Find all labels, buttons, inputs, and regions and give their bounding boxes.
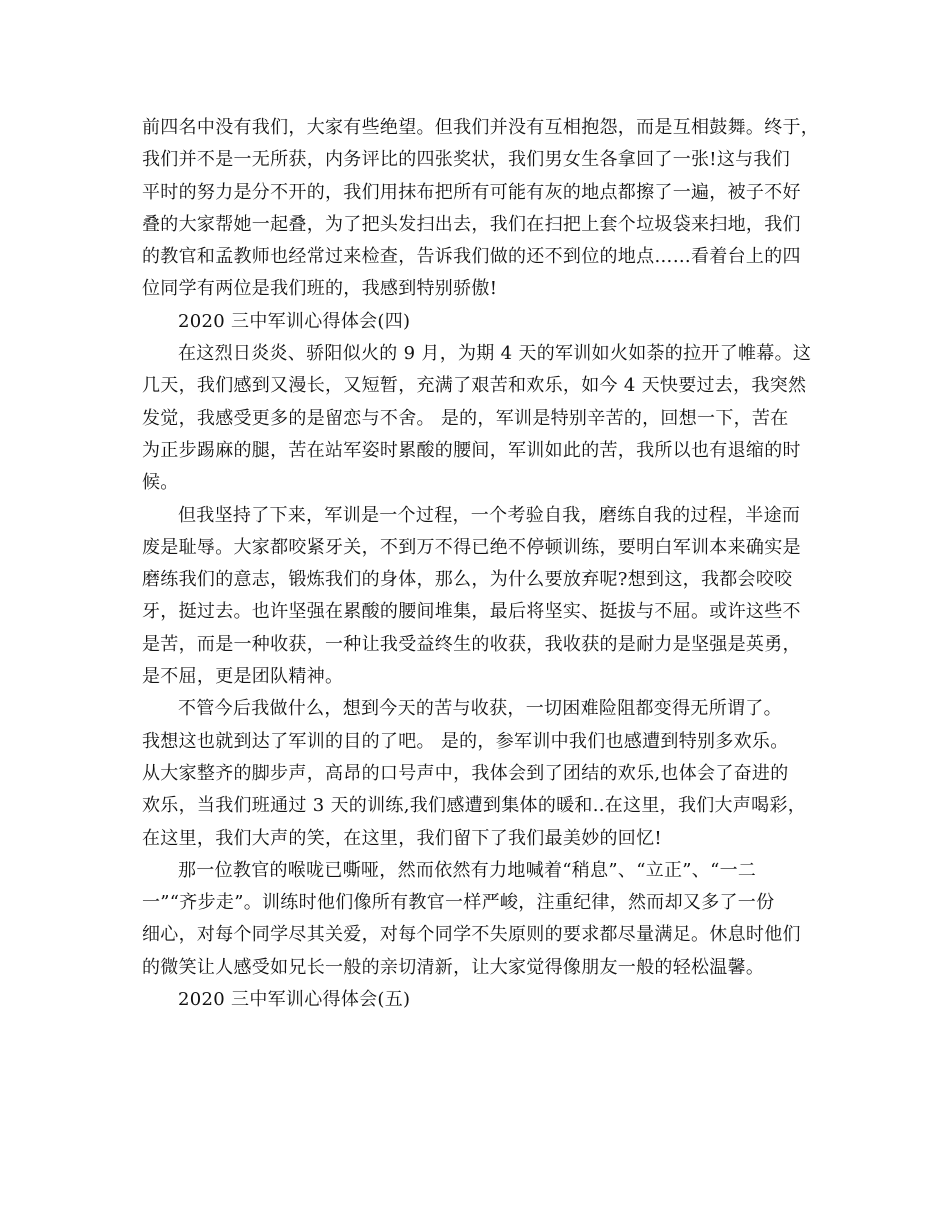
text-line: 为正步踢麻的腿，苦在站军姿时累酸的腰间，军训如此的苦，我所以也有退缩的时 [142,439,801,461]
text-line: 欢乐，当我们班通过 3 天的训练,我们感遭到集体的暖和..在这里，我们大声喝彩， [142,795,807,817]
text-line: 废是耻辱。大家都咬紧牙关，不到万不得已绝不停顿训练，要明白军训本来确实是 [142,536,801,558]
text-line: 但我坚持了下来，军训是一个过程，一个考验自我，磨练自我的过程，半途而 [178,504,801,526]
text-line: 2020 三中军训心得体会(四) [178,310,411,332]
document-page [142,112,818,1016]
text-line: 的教官和孟教师也经常过来检查，告诉我们做的还不到位的地点……看着台上的四 [142,246,801,268]
text-line: 不管今后我做什么，想到今天的苦与收获，一切困难险阻都变得无所谓了。 [178,698,782,720]
text-line: 牙，挺过去。也许坚强在累酸的腰间堆集，最后将坚实、挺拔与不屈。或许这些不 [142,601,801,623]
text-line: 在这里，我们大声的笑，在这里，我们留下了我们最美妙的回忆! [142,827,662,849]
text-line: 我们并不是一无所获，内务评比的四张奖状，我们男女生各拿回了一张!这与我们 [142,149,791,171]
text-line: 一”“齐步走”。训练时他们像所有教官一样严峻，注重纪律，然而却又多了一份 [142,892,775,914]
text-line: 细心，对每个同学尽其关爱，对每个同学不失原则的要求都尽量满足。休息时他们 [142,924,801,946]
text-line: 磨练我们的意志，锻炼我们的身体，那么，为什么要放弃呢?想到这，我都会咬咬 [142,569,793,591]
text-line: 发觉，我感受更多的是留恋与不舍。 是的，军训是特别辛苦的，回想一下，苦在 [142,407,789,429]
text-line: 2020 三中军训心得体会(五) [178,989,411,1011]
text-line: 是不屈，更是团队精神。 [142,666,344,688]
text-line: 的微笑让人感受如兄长一般的亲切清新，让大家觉得像朋友一般的轻松温馨。 [142,956,765,978]
text-line: 那一位教官的喉咙已嘶哑，然而依然有力地喊着“稍息”、“立正”、“一二 [178,859,757,881]
text-line: 几天，我们感到又漫长，又短暂，充满了艰苦和欢乐，如今 4 天快要过去，我突然 [142,375,807,397]
text-line: 位同学有两位是我们班的，我感到特别骄傲! [142,278,498,300]
text-line: 在这烈日炎炎、骄阳似火的 9 月，为期 4 天的军训如火如荼的拉开了帷幕。这 [178,343,812,365]
text-line: 叠的大家帮她一起叠，为了把头发扫出去，我们在扫把上套个垃圾袋来扫地，我们 [142,213,801,235]
text-line: 前四名中没有我们，大家有些绝望。但我们并没有互相抱怨，而是互相鼓舞。终于， [142,117,820,138]
text-line: 是苦，而是一种收获，一种让我受益终生的收获，我收获的是耐力是坚强是英勇， [142,633,801,655]
text-line: 从大家整齐的脚步声，高昂的口号声中，我体会到了团结的欢乐,也体会了奋进的 [142,762,789,784]
text-line: 候。 [142,472,179,494]
text-line: 平时的努力是分不开的，我们用抹布把所有可能有灰的地点都擦了一遍，被子不好 [142,181,801,203]
text-line: 我想这也就到达了军训的目的了吧。 是的，参军训中我们也感遭到特别多欢乐。 [142,730,789,752]
